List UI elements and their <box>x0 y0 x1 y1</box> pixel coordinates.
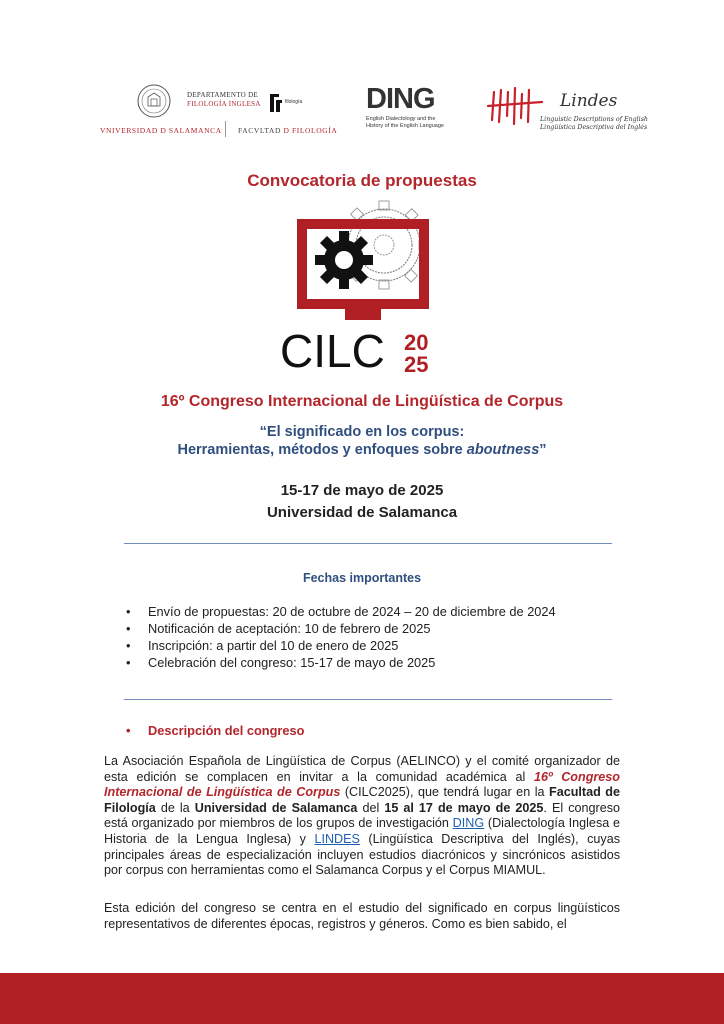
ff-logo-label: filología <box>285 99 303 105</box>
ding-link[interactable]: DING <box>452 816 485 831</box>
department-line2: FILOLOGÍA INGLESA <box>187 100 261 108</box>
description-heading <box>124 723 304 738</box>
black-gear-icon <box>315 231 373 289</box>
faculty-label: FILOLOGÍA <box>291 126 338 135</box>
cilc-logo-year-top: 20 <box>404 330 429 355</box>
p1-text-7: (Lingüística Descriptiva del Inglés), cuyas principales áreas de especialización incluyen estudios diacrónicos y sincrónicos asistidos por corpus con herramientas como el Salamanca Corpus y el Corpus MIAMUL. <box>104 831 620 878</box>
theme-line2 <box>0 441 724 459</box>
theme-close-quote: ” <box>539 442 547 458</box>
congress-title: 16º Congreso Internacional de Lingüística de Corpus <box>160 393 564 410</box>
divider-1 <box>124 543 612 544</box>
theme-line2-text: Herramientas, métodos y enfoques sobre <box>177 442 467 458</box>
list-item: • Inscripción: a partir del 10 de enero de 2025 <box>124 637 556 654</box>
cilc-logo <box>272 200 452 380</box>
congress-venue: Universidad de Salamanca <box>266 504 458 521</box>
p1-text-5: . El congreso está organizado por miembros de los grupos de investigación <box>104 800 621 831</box>
list-item: • Celebración del congreso: 15-17 de mayo de 2025 <box>124 654 556 671</box>
theme-aboutness: aboutness <box>466 442 540 458</box>
description-paragraph-1 <box>104 754 620 879</box>
p1-text-3: de la <box>155 800 195 815</box>
lindes-name: Lindes <box>560 91 618 111</box>
description-paragraph-2: Esta edición del congreso se centra en el estudio del significado en corpus lingüísticos representativos de diferentes épocas, registros y géneros. Como es bien sabido, el <box>104 901 620 931</box>
divider-2 <box>124 699 612 700</box>
p1-text-6: (Dialectología Inglesa e Historia de la Lengua Inglesa) y <box>104 816 620 846</box>
lindes-logo-icon <box>486 86 546 126</box>
description-heading-label: Descripción del congreso <box>148 723 305 738</box>
theme-line1: “El significado en los corpus: <box>259 424 465 440</box>
ding-subtitle-line1: English Dialectology and the <box>366 116 436 122</box>
p1-text-1: La Asociación Española de Lingüística de Corpus (AELINCO) y el comité organizador de esta edición se complacen en invitar a la comunidad académica al <box>104 754 620 784</box>
lindes-subtitle-line2: Lingüística Descriptiva del Inglés <box>540 124 648 131</box>
ding-subtitle <box>366 116 476 130</box>
university-seal-icon <box>137 84 171 118</box>
monitor-stand <box>345 304 381 320</box>
p1-university: Universidad de Salamanca <box>194 800 358 815</box>
congress-date: 15-17 de mayo de 2025 <box>280 482 444 499</box>
faculty-prefix: FACVLTAD <box>238 126 281 135</box>
lindes-subtitle-line1: Linguistic Descriptions of English <box>540 116 648 123</box>
faculty-name <box>238 126 337 135</box>
faculty-d: D <box>283 126 290 135</box>
congress-theme <box>0 423 724 459</box>
list-item: • Notificación de aceptación: 10 de febrero de 2025 <box>124 620 556 637</box>
call-title: Convocatoria de propuestas <box>247 171 477 190</box>
list-item: • Envío de propuestas: 20 de octubre de 2024 – 20 de diciembre de 2024 <box>124 603 556 620</box>
p1-text-4: del <box>357 800 385 815</box>
lindes-subtitle <box>540 116 648 132</box>
lindes-link[interactable]: LINDES <box>314 831 360 846</box>
cilc-logo-text: CILC <box>280 325 385 377</box>
p1-text-2: (CILC2025), que tendrá lugar en la <box>340 785 550 800</box>
department-label <box>187 91 261 109</box>
filologia-logo <box>270 94 310 112</box>
department-line1: DEPARTAMENTO DE <box>187 91 258 99</box>
congress-date-venue <box>0 480 724 524</box>
p1-dates: 15 al 17 de mayo de 2025 <box>384 800 544 815</box>
university-name: VNIVERSIDAD D SALAMANCA <box>100 126 222 135</box>
p1-faculty: Facultad de Filología <box>104 785 620 815</box>
important-dates-list <box>124 603 556 671</box>
footer-bar <box>0 973 724 1024</box>
ding-logo: DING <box>366 83 435 115</box>
p1-congress-name: 16º Congreso Internacional de Lingüística de Corpus <box>104 769 620 800</box>
header-separator <box>225 121 226 137</box>
description-bullet: • <box>126 723 131 738</box>
important-dates-heading: Fechas importantes <box>302 571 422 585</box>
ff-logo-icon <box>270 94 282 112</box>
ding-subtitle-line2: History of the English Language <box>366 123 444 129</box>
cilc-logo-year-bottom: 25 <box>404 352 429 377</box>
